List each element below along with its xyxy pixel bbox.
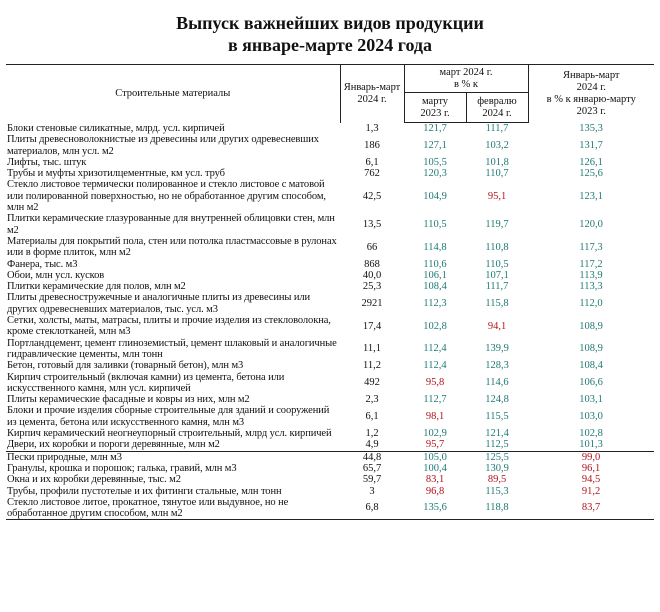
material-name: Плитки керамические глазурованные для внутренней облицовки стен, млн м2 [7,213,335,236]
table-row [6,372,654,395]
material-name: Пески природные, млн м3 [6,451,340,463]
table-row [6,292,654,315]
pct-to-feb: 115,8 [485,298,509,310]
header-to-feb: февралю 2024 г. [466,93,528,123]
table-row [6,157,654,168]
pct-to-march: 95,8 [425,377,445,389]
pct-to-feb: 111,7 [485,123,509,134]
pct-to-march: 112,7 [423,394,447,406]
table-row [6,486,654,497]
jan-mar-value: 11,1 [363,343,381,355]
pct-jan-mar: 131,7 [579,139,603,151]
title-line-2: в январе-марте 2024 года [227,35,433,55]
pct-to-march: 135,6 [404,497,466,520]
jan-mar-value: 492 [364,377,380,389]
material-name: Кирпич строительный (включая камни) из цемента, бетона или искусственного камня, млн усл. кирпичей [7,371,285,394]
table-row [6,270,654,281]
pct-jan-mar: 94,5 [581,474,601,486]
material-name: Обои, млн усл. кусков [7,269,105,281]
jan-mar-value: 44,8 [340,451,404,463]
table-row [6,451,654,463]
pct-to-feb: 118,8 [466,497,528,520]
pct-to-march: 104,9 [423,190,447,202]
table-row [6,360,654,371]
production-table [6,64,654,520]
pct-to-march: 100,4 [423,462,447,474]
pct-to-feb: 110,7 [485,168,509,180]
pct-jan-mar: 108,9 [579,343,603,355]
pct-to-march: 105,5 [423,156,447,168]
jan-mar-value: 42,5 [362,190,382,202]
pct-to-march: 112,4 [423,343,447,355]
table-row [6,281,654,292]
material-name: Портландцемент, цемент глиноземистый, цемент шлаковый и аналогичные гидравлические цементы, млн тонн [7,337,337,360]
jan-mar-value: 6,1 [365,156,379,168]
material-name: Стекло листовое термически полированное и стекло листовое с матовой или полированной поверхностью, но не обработанное другим способом, млн м2 [7,179,326,214]
material-name: Плиты керамические фасадные и ковры из них, млн м2 [7,394,250,406]
material-name: Блоки и прочие изделия сборные строительные для зданий и сооружений из цемента, бетона или искусственного камня, млн м3 [7,405,330,428]
jan-mar-value: 6,8 [340,497,404,520]
pct-jan-mar: 117,2 [579,258,603,270]
pct-to-feb: 103,2 [485,139,509,151]
table-row [6,338,654,361]
pct-to-feb: 121,4 [485,428,509,440]
title-line-1: Выпуск важнейших видов продукции [176,13,484,33]
pct-to-march: 112,3 [423,298,447,310]
jan-mar-value: 13,5 [362,219,382,231]
pct-to-march: 112,4 [423,360,447,372]
pct-to-feb: 115,3 [485,485,509,497]
jan-mar-value: 2921 [361,298,383,310]
jan-mar-value: 6,1 [365,411,379,423]
pct-jan-mar: 126,1 [579,156,603,168]
material-name: Окна и их коробки деревянные, тыс. м2 [7,474,181,486]
pct-to-march: 110,5 [423,219,447,231]
jan-mar-value: 762 [364,168,380,180]
header-to-march: марту 2023 г. [404,93,466,123]
pct-jan-mar: 102,8 [579,428,603,440]
pct-to-march: 102,9 [423,428,447,440]
pct-jan-mar: 106,6 [579,377,603,389]
table-row [6,428,654,439]
pct-to-feb: 110,8 [485,241,509,253]
table-row [6,213,654,236]
pct-to-feb: 128,3 [485,360,509,372]
table-row [6,497,654,520]
material-name: Лифты, тыс. штук [7,156,87,168]
jan-mar-value: 11,2 [363,360,381,372]
pct-jan-mar: 113,9 [579,269,603,281]
material-name: Стекло листовое литое, прокатное, тянутое или выдувное, но не обработанное другим способом, млн м2 [6,497,340,520]
jan-mar-value: 4,9 [365,439,379,451]
pct-to-feb: 89,5 [487,474,507,486]
pct-to-march: 96,8 [425,485,445,497]
pct-to-feb: 111,7 [485,281,509,293]
pct-to-march: 95,7 [425,439,445,451]
pct-to-feb: 95,1 [487,190,507,202]
jan-mar-value: 868 [364,258,380,270]
jan-mar-value: 25,3 [362,281,382,293]
table-row [6,439,654,451]
table-row [6,405,654,428]
pct-jan-mar: 112,0 [579,298,603,310]
header-march: март 2024 г. в % к [404,65,528,93]
pct-to-feb: 130,9 [485,462,509,474]
pct-to-feb: 124,8 [485,394,509,406]
pct-to-feb: 94,1 [487,320,507,332]
jan-mar-value: 1,3 [365,122,379,134]
jan-mar-value: 59,7 [362,474,382,486]
pct-jan-mar: 101,3 [579,439,603,451]
jan-mar-value: 65,7 [362,462,382,474]
pct-jan-mar: 96,1 [581,462,601,474]
material-name: Сетки, холсты, маты, матрасы, плиты и прочие изделия из стекловолокна, кроме стеклотканей, млн м3 [7,315,331,338]
pct-to-feb: 139,9 [485,343,509,355]
table-row [6,315,654,338]
page-title [0,0,660,56]
pct-jan-mar: 108,9 [579,320,603,332]
table-row [6,134,654,157]
table-row [6,259,654,270]
pct-jan-mar: 103,0 [579,411,603,423]
material-name: Трубы и муфты хризотилцементные, км усл. труб [7,168,225,180]
jan-mar-value: 66 [366,241,378,253]
jan-mar-value: 40,0 [362,269,382,281]
pct-to-feb: 101,8 [485,156,509,168]
pct-to-march: 120,3 [423,168,447,180]
pct-jan-mar: 123,1 [579,190,603,202]
material-name: Материалы для покрытий пола, стен или потолка пластмассовые в рулонах или в форме плиток, млн м2 [7,235,337,259]
pct-to-march: 121,7 [423,123,447,134]
material-name: Бетон, готовый для заливки (товарный бетон), млн м3 [7,360,244,372]
pct-to-march: 98,1 [425,411,445,423]
material-name: Плиты древесноволокнистые из древесины или других одревесневших материалов, млн усл. м2 [7,134,319,157]
material-name: Плиты древесностружечные и аналогичные плиты из древесины или других одревесневших материалов, тыс. усл. м3 [7,292,311,315]
pct-to-march: 102,8 [423,320,447,332]
pct-jan-mar: 83,7 [528,497,654,520]
pct-to-march: 110,6 [423,258,447,270]
jan-mar-value: 2,3 [365,394,379,406]
jan-mar-value: 1,2 [365,428,379,440]
pct-jan-mar: 135,3 [579,122,603,134]
pct-jan-mar: 125,6 [579,168,603,180]
pct-jan-mar: 120,0 [579,219,603,231]
material-name: Фанера, тыс. м3 [7,258,78,270]
table-row [6,394,654,405]
pct-jan-mar: 108,4 [579,360,603,372]
pct-to-march: 105,0 [404,451,466,463]
material-name: Двери, их коробки и пороги деревянные, млн м2 [7,439,220,451]
pct-to-feb: 119,7 [485,219,509,231]
pct-jan-mar: 91,2 [581,485,601,497]
material-name: Гранулы, крошка и порошок; галька, гравий, млн м3 [7,462,237,474]
table-row [6,123,654,135]
pct-to-march: 83,1 [425,474,445,486]
jan-mar-value: 3 [369,485,375,497]
header-jm-pct: Январь-март 2024 г. в % к январю-марту 2023 г. [528,65,654,123]
table-row [6,236,654,259]
pct-to-march: 106,1 [423,269,447,281]
pct-to-feb: 107,1 [485,269,509,281]
material-name: Плитки керамические для полов, млн м2 [7,281,186,293]
pct-jan-mar: 113,3 [579,281,603,293]
pct-to-march: 127,1 [423,139,447,151]
pct-jan-mar: 117,3 [579,241,603,253]
pct-to-feb: 115,5 [485,411,509,423]
pct-to-march: 114,8 [423,241,447,253]
material-name: Блоки стеновые силикатные, млрд. усл. кирпичей [7,122,225,134]
pct-jan-mar: 103,1 [579,394,603,406]
jan-mar-value: 17,4 [362,320,382,332]
header-materials: Строительные материалы [6,65,340,123]
pct-to-feb: 125,5 [466,451,528,463]
pct-to-feb: 114,6 [485,377,509,389]
material-name: Трубы, профили пустотелые и их фитинги стальные, млн тонн [7,485,282,497]
table-row [6,179,654,213]
table-row [6,463,654,474]
header-jan-mar: Январь-март 2024 г. [340,65,404,123]
pct-to-march: 108,4 [423,281,447,293]
material-name: Кирпич керамический неогнеупорный строительный, млрд усл. кирпичей [7,428,332,440]
table-row [6,168,654,179]
jan-mar-value: 186 [364,139,380,151]
pct-to-feb: 112,5 [485,439,509,451]
pct-jan-mar: 99,0 [528,451,654,463]
pct-to-feb: 110,5 [485,258,509,270]
table-row [6,474,654,485]
